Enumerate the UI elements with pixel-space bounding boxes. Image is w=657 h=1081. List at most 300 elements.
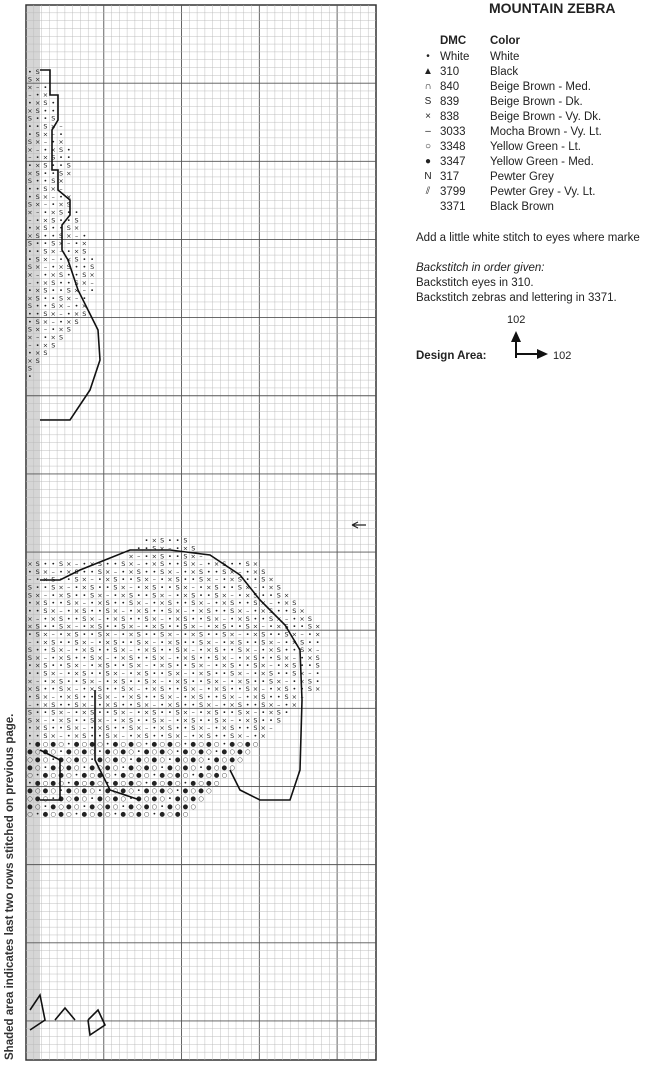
svg-text:×: ×	[213, 622, 220, 631]
svg-text:–: –	[300, 630, 304, 639]
svg-text:•: •	[27, 255, 32, 264]
svg-text:×: ×	[34, 200, 41, 209]
svg-text:•: •	[43, 622, 48, 631]
svg-text:S: S	[66, 286, 71, 295]
svg-text:–: –	[51, 192, 55, 201]
svg-text:○: ○	[58, 763, 64, 772]
svg-text:–: –	[59, 669, 63, 678]
svg-text:S: S	[113, 638, 118, 647]
svg-text:S: S	[58, 560, 64, 569]
svg-text:S: S	[51, 239, 56, 248]
svg-text:•: •	[199, 763, 203, 772]
svg-text:S: S	[43, 122, 48, 131]
svg-text:○: ○	[190, 786, 197, 795]
svg-text:–: –	[36, 333, 40, 342]
svg-text:•: •	[51, 794, 56, 803]
svg-text:S: S	[51, 341, 56, 350]
svg-text:–: –	[43, 653, 48, 662]
svg-text:×: ×	[58, 200, 64, 209]
svg-text:×: ×	[182, 646, 189, 655]
legend-dmc: 3348	[440, 141, 466, 153]
svg-text:S: S	[152, 653, 157, 662]
svg-text:•: •	[183, 638, 188, 647]
svg-text:–: –	[121, 606, 125, 615]
svg-text:•: •	[35, 700, 40, 709]
svg-text:–: –	[176, 692, 180, 701]
svg-text:•: •	[74, 239, 79, 248]
svg-text:•: •	[199, 614, 203, 623]
svg-text:○: ○	[190, 763, 197, 772]
svg-text:•: •	[237, 591, 242, 600]
svg-text:•: •	[27, 630, 32, 639]
svg-text:•: •	[160, 700, 165, 709]
svg-text:–: –	[59, 310, 63, 319]
svg-text:○: ○	[104, 771, 111, 780]
svg-text:•: •	[245, 692, 250, 701]
svg-text:○: ○	[97, 739, 103, 748]
svg-text:×: ×	[34, 138, 41, 147]
svg-text:×: ×	[34, 325, 41, 334]
svg-text:–: –	[36, 83, 40, 92]
svg-text:–: –	[137, 685, 141, 694]
svg-text:●: ●	[89, 763, 95, 772]
svg-text:•: •	[144, 544, 149, 553]
svg-text:S: S	[105, 732, 110, 741]
svg-text:○: ○	[221, 755, 228, 764]
svg-text:●: ●	[143, 747, 150, 756]
svg-text:S: S	[51, 575, 56, 584]
svg-text:×: ×	[229, 630, 235, 639]
svg-text:×: ×	[66, 294, 72, 303]
svg-text:•: •	[191, 669, 196, 678]
svg-text:S: S	[300, 638, 305, 647]
svg-text:–: –	[277, 700, 281, 709]
svg-text:×: ×	[42, 317, 49, 326]
svg-text:–: –	[36, 677, 40, 686]
svg-text:•: •	[74, 591, 79, 600]
svg-text:S: S	[276, 653, 281, 662]
svg-text:S: S	[43, 224, 48, 233]
svg-text:–: –	[253, 708, 258, 717]
svg-text:•: •	[43, 677, 48, 686]
svg-text:–: –	[51, 692, 55, 701]
legend-color-name: Black	[490, 66, 519, 78]
svg-text:×: ×	[34, 263, 41, 272]
svg-text:○: ○	[65, 755, 72, 764]
svg-text:×: ×	[291, 630, 298, 639]
svg-text:×: ×	[104, 700, 111, 709]
svg-text:•: •	[167, 536, 172, 545]
svg-text:×: ×	[42, 630, 49, 639]
svg-text:•: •	[237, 661, 242, 670]
svg-text:•: •	[105, 685, 110, 694]
svg-text:S: S	[245, 677, 250, 686]
svg-text:S: S	[245, 622, 250, 631]
svg-text:•: •	[97, 583, 102, 592]
svg-text:S: S	[144, 677, 149, 686]
svg-text:S: S	[66, 661, 71, 670]
svg-text:×: ×	[73, 286, 80, 295]
svg-text:×: ×	[81, 638, 88, 647]
svg-text:S: S	[43, 661, 48, 670]
svg-text:•: •	[144, 536, 149, 545]
svg-text:•: •	[129, 677, 133, 686]
svg-text:●: ●	[34, 778, 41, 787]
svg-text:–: –	[168, 653, 172, 662]
svg-text:•: •	[121, 724, 126, 733]
svg-text:•: •	[152, 724, 157, 733]
svg-text:–: –	[74, 685, 79, 694]
svg-text:•: •	[269, 622, 273, 631]
svg-text:•: •	[66, 247, 71, 256]
svg-text:–: –	[207, 599, 211, 608]
svg-text:–: –	[183, 732, 188, 741]
x-icon: ×	[425, 111, 431, 122]
svg-text:•: •	[43, 302, 48, 311]
svg-text:S: S	[97, 622, 102, 631]
svg-text:•: •	[27, 130, 32, 139]
svg-text:S: S	[66, 599, 71, 608]
svg-text:•: •	[66, 669, 71, 678]
svg-text:•: •	[74, 614, 79, 623]
svg-text:•: •	[35, 239, 40, 248]
svg-text:•: •	[43, 802, 48, 811]
svg-text:×: ×	[66, 255, 72, 264]
svg-text:○: ○	[213, 763, 220, 772]
svg-text:•: •	[35, 278, 40, 287]
svg-text:S: S	[175, 583, 180, 592]
svg-text:•: •	[160, 638, 165, 647]
svg-text:•: •	[144, 630, 149, 639]
svg-text:–: –	[51, 630, 55, 639]
svg-text:×: ×	[128, 630, 134, 639]
svg-text:–: –	[253, 583, 258, 592]
shaded-area-caption: Shaded area indicates last two rows stitched on previous page.	[4, 713, 16, 1060]
svg-text:•: •	[113, 685, 118, 694]
svg-text:•: •	[284, 669, 289, 678]
svg-text:•: •	[175, 544, 180, 553]
svg-text:●: ●	[104, 763, 111, 772]
svg-text:S: S	[261, 638, 266, 647]
svg-text:•: •	[167, 560, 172, 569]
svg-text:•: •	[160, 575, 165, 584]
svg-text:×: ×	[27, 83, 33, 92]
svg-text:●: ●	[58, 771, 64, 780]
svg-text:●: ●	[34, 794, 41, 803]
svg-text:•: •	[59, 575, 63, 584]
svg-text:•: •	[35, 177, 40, 186]
svg-text:•: •	[74, 677, 79, 686]
legend-dmc: 840	[440, 81, 460, 93]
svg-text:×: ×	[206, 583, 212, 592]
svg-text:○: ○	[120, 739, 127, 748]
svg-text:×: ×	[128, 692, 134, 701]
svg-text:○: ○	[143, 810, 150, 819]
svg-text:–: –	[74, 622, 79, 631]
legend-color-name: White	[490, 51, 520, 63]
svg-text:×: ×	[81, 708, 88, 717]
svg-text:S: S	[27, 364, 32, 373]
svg-text:○: ○	[135, 763, 142, 772]
legend-color-name: Pewter Grey - Vy. Lt.	[490, 186, 596, 198]
svg-text:×: ×	[73, 732, 80, 741]
svg-text:○: ○	[135, 739, 142, 748]
svg-text:–: –	[90, 638, 94, 647]
svg-text:×: ×	[143, 583, 150, 592]
svg-text:×: ×	[260, 599, 266, 608]
svg-text:S: S	[121, 614, 126, 623]
svg-text:●: ●	[221, 763, 228, 772]
svg-text:×: ×	[50, 614, 56, 623]
svg-text:S: S	[191, 716, 196, 725]
svg-text:○: ○	[159, 755, 165, 764]
svg-text:S: S	[206, 669, 211, 678]
svg-text:×: ×	[66, 692, 72, 701]
svg-text:×: ×	[276, 622, 282, 631]
svg-text:•: •	[253, 732, 258, 741]
svg-text:S: S	[284, 630, 289, 639]
svg-text:•: •	[59, 700, 63, 709]
svg-text:–: –	[176, 567, 180, 576]
svg-text:•: •	[35, 153, 40, 162]
svg-text:•: •	[59, 599, 63, 608]
svg-text:•: •	[43, 231, 48, 240]
svg-text:S: S	[74, 216, 79, 225]
svg-text:×: ×	[174, 669, 181, 678]
svg-text:×: ×	[66, 630, 72, 639]
svg-text:–: –	[43, 716, 48, 725]
svg-text:×: ×	[50, 247, 56, 256]
svg-text:S: S	[90, 716, 95, 725]
svg-text:–: –	[137, 622, 141, 631]
svg-text:×: ×	[66, 560, 72, 569]
svg-text:×: ×	[167, 575, 173, 584]
svg-text:•: •	[90, 755, 95, 764]
svg-text:×: ×	[89, 270, 95, 279]
svg-text:●: ●	[237, 747, 243, 756]
svg-text:×: ×	[182, 591, 189, 600]
svg-text:○: ○	[42, 794, 49, 803]
svg-text:○: ○	[42, 778, 49, 787]
svg-text:×: ×	[81, 278, 88, 287]
svg-text:•: •	[144, 560, 149, 569]
svg-text:○: ○	[42, 755, 49, 764]
svg-text:S: S	[198, 630, 204, 639]
svg-text:S: S	[113, 575, 118, 584]
svg-text:•: •	[27, 184, 32, 193]
svg-text:S: S	[144, 732, 149, 741]
svg-text:•: •	[253, 575, 258, 584]
svg-text:•: •	[90, 732, 95, 741]
svg-text:×: ×	[151, 622, 158, 631]
svg-text:•: •	[113, 661, 118, 670]
svg-text:S: S	[222, 630, 227, 639]
svg-text:S: S	[90, 708, 95, 717]
svg-text:×: ×	[58, 138, 64, 147]
svg-text:•: •	[276, 692, 281, 701]
svg-text:×: ×	[120, 646, 126, 655]
svg-text:○: ○	[104, 810, 111, 819]
svg-text:×: ×	[97, 724, 103, 733]
svg-text:S: S	[191, 599, 196, 608]
svg-text:●: ●	[97, 771, 103, 780]
svg-text:S: S	[27, 177, 32, 186]
svg-text:×: ×	[221, 653, 228, 662]
svg-text:•: •	[261, 677, 266, 686]
svg-text:×: ×	[97, 599, 103, 608]
svg-text:•: •	[237, 716, 242, 725]
svg-text:•: •	[152, 732, 157, 741]
svg-text:S: S	[74, 630, 79, 639]
legend-color-name: Pewter Grey	[490, 171, 554, 183]
svg-text:●: ●	[135, 771, 142, 780]
svg-text:○: ○	[81, 755, 88, 764]
svg-text:○: ○	[159, 778, 165, 787]
svg-text:S: S	[245, 560, 250, 569]
svg-text:×: ×	[159, 544, 165, 553]
svg-text:•: •	[129, 669, 133, 678]
svg-text:×: ×	[206, 575, 212, 584]
legend-dmc: 317	[440, 171, 460, 183]
svg-text:S: S	[128, 591, 134, 600]
svg-text:×: ×	[190, 622, 196, 631]
svg-text:●: ●	[174, 771, 181, 780]
svg-text:–: –	[230, 591, 234, 600]
svg-text:•: •	[35, 575, 40, 584]
svg-text:○: ○	[58, 739, 64, 748]
svg-text:○: ○	[174, 763, 181, 772]
svg-text:•: •	[97, 638, 102, 647]
svg-text:○: ○	[135, 778, 142, 787]
svg-text:•: •	[261, 614, 266, 623]
svg-text:•: •	[183, 778, 188, 787]
svg-text:•: •	[27, 317, 32, 326]
svg-text:●: ●	[65, 786, 72, 795]
svg-text:•: •	[160, 802, 165, 811]
svg-text:•: •	[43, 239, 48, 248]
svg-text:S: S	[82, 677, 87, 686]
svg-text:○: ○	[174, 802, 181, 811]
svg-text:○: ○	[34, 763, 41, 772]
svg-text:×: ×	[73, 247, 80, 256]
svg-text:•: •	[160, 708, 165, 717]
svg-text:○: ○	[42, 739, 49, 748]
svg-text:•: •	[253, 614, 258, 623]
svg-text:S: S	[27, 583, 32, 592]
svg-text:•: •	[222, 646, 227, 655]
svg-text:•: •	[167, 583, 172, 592]
svg-text:×: ×	[314, 685, 321, 694]
svg-text:×: ×	[42, 216, 49, 225]
svg-text:–: –	[51, 130, 55, 139]
svg-text:•: •	[183, 739, 188, 748]
svg-text:•: •	[175, 622, 180, 631]
svg-text:–: –	[51, 255, 55, 264]
svg-text:•: •	[245, 567, 250, 576]
open-circle-icon: ○	[424, 141, 432, 152]
svg-text:×: ×	[104, 575, 111, 584]
svg-text:•: •	[284, 646, 289, 655]
svg-text:×: ×	[34, 653, 41, 662]
svg-text:●: ●	[190, 778, 197, 787]
svg-text:×: ×	[58, 591, 64, 600]
svg-text:S: S	[175, 646, 180, 655]
svg-text:○: ○	[128, 786, 134, 795]
svg-text:•: •	[230, 646, 235, 655]
svg-text:×: ×	[174, 606, 181, 615]
svg-text:•: •	[27, 567, 32, 576]
svg-text:●: ●	[81, 747, 88, 756]
svg-text:S: S	[58, 270, 64, 279]
svg-text:○: ○	[229, 763, 235, 772]
svg-text:•: •	[35, 708, 40, 717]
svg-text:S: S	[27, 591, 32, 600]
svg-text:●: ●	[27, 747, 33, 756]
legend-dmc: White	[440, 51, 470, 63]
svg-text:×: ×	[81, 646, 88, 655]
svg-text:•: •	[175, 716, 180, 725]
svg-text:S: S	[253, 724, 258, 733]
svg-text:●: ●	[190, 755, 197, 764]
svg-text:S: S	[245, 685, 250, 694]
svg-text:×: ×	[34, 349, 41, 358]
svg-text:×: ×	[50, 270, 56, 279]
svg-text:S: S	[276, 646, 281, 655]
svg-text:•: •	[175, 685, 180, 694]
svg-text:×: ×	[159, 599, 165, 608]
svg-text:○: ○	[174, 739, 181, 748]
svg-text:×: ×	[237, 669, 243, 678]
svg-text:○: ○	[213, 778, 220, 787]
svg-text:–: –	[269, 661, 273, 670]
svg-text:•: •	[51, 200, 56, 209]
svg-text:–: –	[207, 724, 211, 733]
svg-text:•: •	[214, 732, 219, 741]
svg-text:×: ×	[143, 638, 150, 647]
svg-text:×: ×	[89, 614, 95, 623]
svg-text:•: •	[183, 724, 188, 733]
svg-text:•: •	[261, 583, 266, 592]
svg-text:–: –	[28, 216, 32, 225]
svg-text:×: ×	[27, 333, 33, 342]
svg-text:S: S	[128, 716, 134, 725]
svg-text:●: ●	[182, 747, 189, 756]
svg-text:•: •	[144, 567, 149, 576]
svg-text:○: ○	[104, 794, 111, 803]
svg-text:•: •	[307, 630, 312, 639]
svg-text:S: S	[43, 669, 48, 678]
svg-text:S: S	[315, 653, 320, 662]
svg-text:–: –	[191, 708, 195, 717]
svg-text:•: •	[74, 302, 79, 311]
svg-text:•: •	[51, 99, 56, 108]
svg-text:S: S	[152, 583, 157, 592]
svg-text:•: •	[90, 724, 95, 733]
svg-text:×: ×	[276, 685, 282, 694]
svg-text:●: ●	[42, 786, 49, 795]
svg-text:○: ○	[65, 794, 72, 803]
svg-text:S: S	[292, 606, 297, 615]
svg-text:×: ×	[229, 700, 235, 709]
svg-text:•: •	[59, 224, 63, 233]
svg-text:×: ×	[128, 622, 134, 631]
svg-text:S: S	[307, 622, 312, 631]
svg-text:S: S	[183, 552, 188, 561]
svg-text:•: •	[105, 778, 110, 787]
svg-text:–: –	[90, 278, 94, 287]
svg-text:–: –	[230, 653, 234, 662]
svg-text:S: S	[97, 567, 102, 576]
